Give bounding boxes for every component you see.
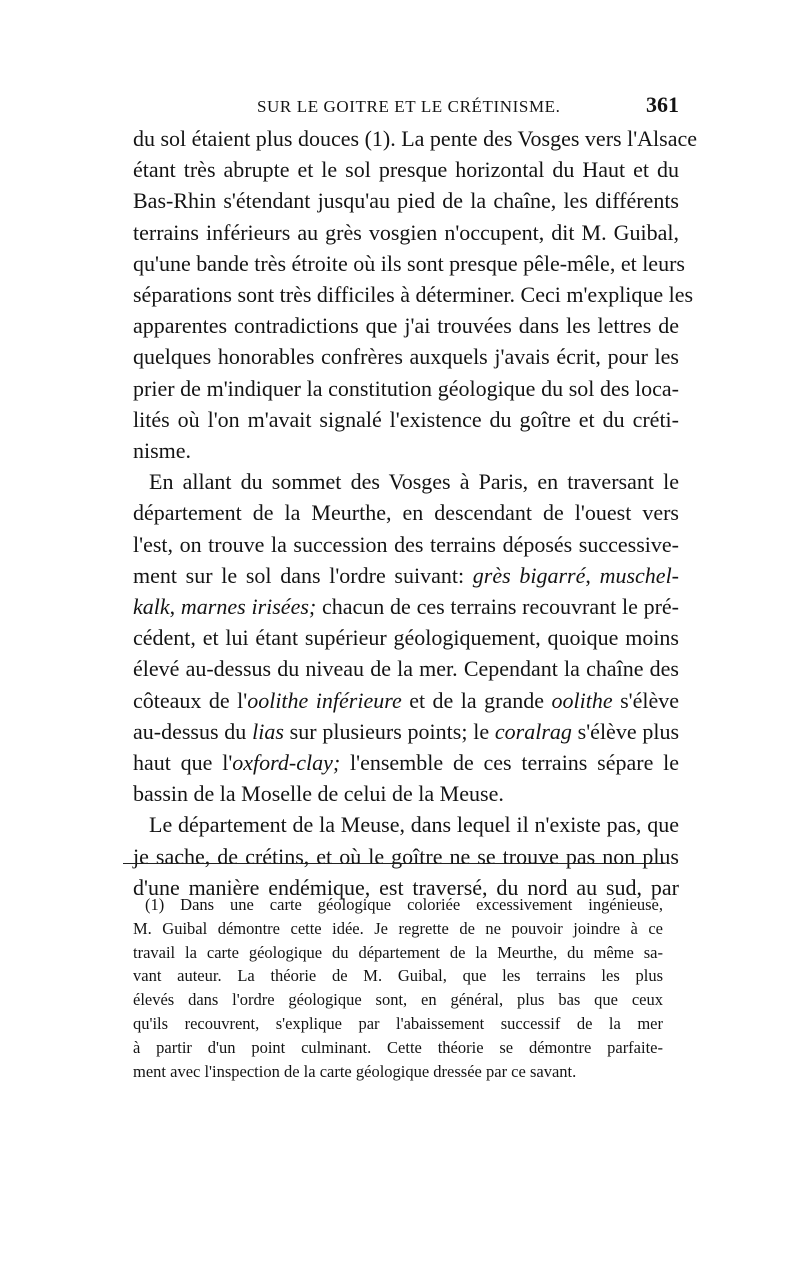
text-line: département de la Meurthe, en descendant de l'ouest vers: [133, 500, 679, 526]
footnote-line: (1) Dans une carte géologique coloriée excessivement ingénieuse,: [145, 895, 663, 914]
text-line: d'une manière endémique, est traversé, du nord au sud, par: [133, 874, 679, 900]
footnote: [133, 893, 663, 1083]
italic-term: oxford-clay;: [232, 750, 341, 776]
text-line: l'est, on trouve la succession des terrains déposés successive-: [133, 531, 679, 557]
text-line: lités où l'on m'avait signalé l'existence du goître et du créti-: [133, 406, 679, 432]
text-line: apparentes contradictions que j'ai trouvées dans les lettres de: [133, 313, 679, 339]
italic-term: lias: [252, 718, 284, 744]
text-run: chacun de ces terrains recouvrant le pré-: [322, 594, 680, 620]
text-line: quelques honorables confrères auxquels j'avais écrit, pour les: [133, 344, 679, 370]
text-line: kalk, marnes irisées; chacun de ces terrains recouvrant le pré-: [133, 594, 680, 620]
text-run: sur plusieurs points; le: [289, 718, 490, 744]
text-line: étant très abrupte et le sol presque horizontal du Haut et du: [133, 157, 679, 183]
italic-term: kalk: [133, 594, 170, 620]
page-number: 361: [646, 92, 679, 117]
italic-term: marnes irisées;: [180, 594, 317, 620]
text-line: [133, 685, 679, 716]
text-run: haut que l': [133, 750, 233, 776]
text-run: au-dessus du: [133, 718, 247, 744]
italic-term: oolithe: [551, 687, 613, 713]
text-line: bassin de la Moselle de celui de la Meuse.: [133, 781, 504, 807]
footnote-line: vant auteur. La théorie de M. Guibal, que les terrains les plus: [133, 966, 663, 986]
italic-term: muschel-: [599, 562, 680, 588]
text-line: nisme.: [133, 438, 192, 464]
footnote-line: travail la carte géologique du département de la Meurthe, du même sa-: [133, 942, 663, 962]
text-run: côteaux de l': [133, 687, 248, 713]
text-run: s'élève: [620, 687, 680, 713]
italic-term: coralrag: [494, 718, 572, 744]
text-line: prier de m'indiquer la constitution géologique du sol des loca-: [133, 375, 679, 401]
text-line: terrains inférieurs au grès vosgien n'occupent, dit M. Guibal,: [133, 219, 679, 245]
text-line: cédent, et lui étant supérieur géologiquement, quoique moins: [133, 625, 679, 651]
text-line: ment sur le sol dans l'ordre suivant: grès bigarré, muschel-: [133, 562, 680, 588]
text-line: je sache, de crétins, et où le goître ne se trouve pas non plus: [133, 843, 679, 869]
text-line: [133, 747, 679, 778]
paragraph-first-line: Le département de la Meuse, dans lequel il n'existe pas, que: [149, 812, 679, 838]
text-run: et de la grande: [409, 687, 545, 713]
footnote-line: ment avec l'inspection de la carte géologique dressée par ce savant.: [133, 1061, 577, 1081]
text-line: séparations sont très difficiles à déterminer. Ceci m'explique les: [133, 282, 694, 308]
text-line: qu'une bande très étroite où ils sont presque pêle-mêle, et leurs: [133, 250, 685, 276]
text-line: [133, 716, 679, 747]
text-line: du sol étaient plus douces (1). La pente des Vosges vers l'Alsace: [133, 126, 698, 151]
footnote-line: qu'ils recouvrent, s'explique par l'abaissement successif de la mer: [133, 1013, 663, 1033]
body-text: [133, 123, 698, 903]
text-run: s'élève plus: [577, 718, 680, 744]
text-line: Bas-Rhin s'étendant jusqu'au pied de la chaîne, les différents: [133, 188, 679, 214]
text-line: élevé au-dessus du niveau de la mer. Cependant la chaîne des: [133, 656, 679, 682]
running-title: SUR LE GOITRE ET LE CRÉTINISME.: [257, 97, 561, 116]
footnote-separator: [123, 863, 663, 864]
footnote-line: à partir d'un point culminant. Cette théorie se démontre parfaite-: [133, 1037, 663, 1057]
italic-term: oolithe inférieure: [247, 687, 402, 713]
text-run: ment sur le sol dans l'ordre suivant:: [133, 562, 465, 588]
running-head: [133, 92, 679, 118]
footnote-line: M. Guibal démontre cette idée. Je regrette de ne pouvoir joindre à ce: [133, 918, 663, 938]
paragraph-first-line: En allant du sommet des Vosges à Paris, en traversant le: [149, 469, 679, 495]
footnote-line: élevés dans l'ordre géologique sont, en général, plus bas que ceux: [133, 990, 663, 1010]
text-run: l'ensemble de ces terrains sépare le: [350, 750, 679, 776]
italic-term: grès bigarré: [472, 562, 586, 588]
